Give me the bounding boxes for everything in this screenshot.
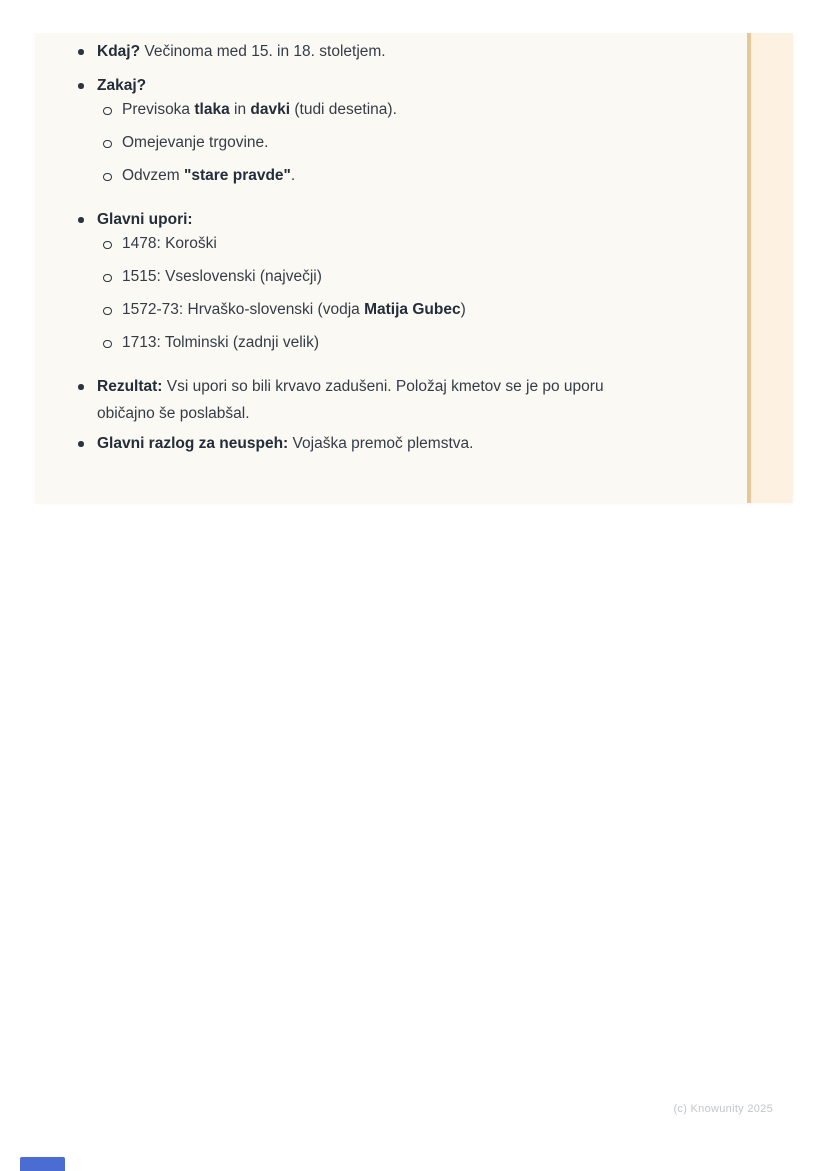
list-item	[35, 329, 747, 356]
list-item	[35, 430, 747, 457]
list-item-text-segment: 1515: Vseslovenski (največji)	[122, 268, 322, 285]
list-item	[35, 206, 747, 233]
list-item-text-segment: 1713: Tolminski (zadnji velik)	[122, 334, 319, 351]
list-item-text-segment: )	[460, 301, 466, 318]
list-item	[35, 230, 747, 257]
list-item-text-bold: Matija Gubec	[364, 301, 461, 318]
list-item-text	[97, 38, 386, 65]
list-item	[35, 38, 747, 65]
list-item-text	[97, 206, 193, 233]
bullet-circle-icon	[103, 329, 122, 356]
list-item	[35, 263, 747, 290]
bullet-dot-icon	[78, 38, 97, 65]
list-item	[35, 129, 747, 156]
copyright-text: (c) Knowunity 2025	[673, 1103, 773, 1115]
list-item-text-segment: 1572-73: Hrvaško-slovenski (vodja	[122, 301, 365, 318]
bullet-dot-icon	[78, 430, 97, 457]
list-item-text-segment: 1478: Koroški	[122, 235, 217, 252]
list-item	[35, 373, 747, 427]
list-item-text-bold: davki	[250, 101, 291, 118]
list-item-text-bold: Glavni razlog za neuspeh:	[97, 435, 289, 452]
card-accent-strip	[751, 33, 793, 503]
content-card	[35, 33, 793, 503]
list-item-text	[97, 373, 647, 427]
list-item-text	[122, 162, 295, 189]
list-item-text-bold: tlaka	[194, 101, 230, 118]
list-item-text-segment: Odvzem	[122, 167, 185, 184]
list-item	[35, 162, 747, 189]
list-item-text-bold: Glavni upori:	[97, 211, 193, 228]
list-item	[35, 72, 747, 99]
list-item-text-segment: Večinoma med 15. in 18. stoletjem.	[140, 43, 386, 60]
list-item	[35, 296, 747, 323]
bullet-dot-icon	[78, 206, 97, 233]
bullet-circle-icon	[103, 296, 122, 323]
bullet-circle-icon	[103, 263, 122, 290]
list-item-text	[122, 96, 397, 123]
list-item	[35, 96, 747, 123]
list-item-text-bold: "stare pravde"	[184, 167, 291, 184]
list-item-text-segment: .	[290, 167, 296, 184]
blue-bar	[20, 1157, 65, 1171]
list-item-text	[122, 263, 322, 290]
list-item-text-segment: Vsi upori so bili krvavo zadušeni. Položaj kmetov se je po uporu običajno še poslabšal.	[97, 378, 604, 422]
bullet-circle-icon	[103, 230, 122, 257]
list-item-text	[122, 296, 466, 323]
bullet-circle-icon	[103, 129, 122, 156]
list-item-text-segment: Previsoka	[122, 101, 195, 118]
list-item-text	[97, 430, 473, 457]
notes-list	[35, 33, 747, 457]
bullet-dot-icon	[78, 72, 97, 99]
list-item-text-segment: (tudi desetina).	[290, 101, 397, 118]
list-item-text	[122, 329, 319, 356]
list-item-text	[97, 72, 146, 99]
list-item-text-bold: Kdaj?	[97, 43, 141, 60]
bullet-circle-icon	[103, 96, 122, 123]
bullet-dot-icon	[78, 373, 97, 400]
bullet-circle-icon	[103, 162, 122, 189]
list-item-text-segment: Omejevanje trgovine.	[122, 134, 269, 151]
list-item-text-bold: Rezultat:	[97, 378, 163, 395]
list-item-text-segment: in	[229, 101, 251, 118]
list-item-text-segment: Vojaška premoč plemstva.	[288, 435, 474, 452]
list-item-text	[122, 129, 268, 156]
list-item-text-bold: Zakaj?	[97, 77, 147, 94]
list-item-text	[122, 230, 217, 257]
